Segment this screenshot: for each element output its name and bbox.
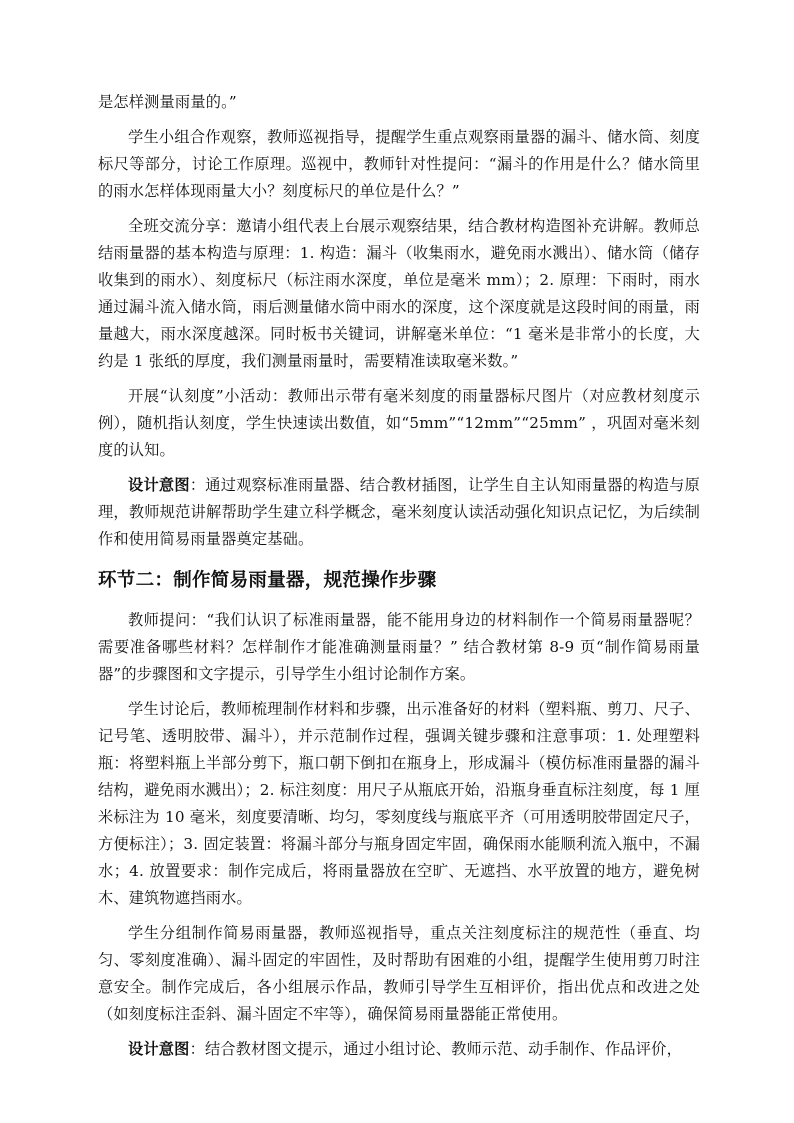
section-heading-step-two: 环节二：制作简易雨量器，规范操作步骤 — [98, 570, 437, 591]
paragraph-scale-activity: 开展“认刻度”小活动：教师出示带有毫米刻度的雨量器标尺图片（对应教材刻度示例），随机指认刻度，学生快速读出数值，如“5mm”“12mm”“25mm” ，巩固对毫米刻度的认知。 — [98, 387, 700, 459]
paragraph-materials-steps: 学生讨论后，教师梳理制作材料和步骤，出示准备好的材料（塑料瓶、剪刀、尺子、记号笔、透明胶带、漏斗），并示范制作过程，强调关键步骤和注意事项：1. 处理塑料瓶：将塑料瓶上半部分剪下，瓶口朝下倒扣在瓶身上，形成漏斗（模仿标准雨量器的漏斗结构，避免雨水溅出）；2. 标注刻度：用尺子从瓶底开始，沿瓶身垂直标注刻度，每 1 厘米标注为 10 毫米，刻度要清晰、均匀，零刻度线与瓶底平齐（可用透明胶带固定尺子，方便标注）；3. 固定装置：将漏斗部分与瓶身固定牢固，确保雨水能顺利流入瓶中，不漏水；4. 放置要求：制作完成后，将雨量器放在空旷、无遮挡、水平放置的地方，避免树木、建筑物遮挡雨水。 — [98, 700, 700, 907]
paragraph-continuation: 是怎样测量雨量的。” — [98, 93, 237, 111]
design-intent-label: 设计意图 — [128, 1040, 190, 1058]
paragraph-design-intent-2 — [98, 1036, 700, 1063]
design-intent-text: ：结合教材图文提示，通过小组讨论、教师示范、动手制作、作品评价， — [189, 1040, 682, 1058]
design-intent-label: 设计意图 — [128, 476, 190, 494]
paragraph-group-making: 学生分组制作简易雨量器，教师巡视指导，重点关注刻度标注的规范性（垂直、均匀、零刻度准确）、漏斗固定的牢固性，及时帮助有困难的小组，提醒学生使用剪刀时注意安全。制作完成后，各小组展示作品，教师引导学生互相评价，指出优点和改进之处（如刻度标注歪斜、漏斗固定不牢等），确保简易雨量器能正常使用。 — [98, 924, 700, 1023]
paragraph-teacher-question: 教师提问：“我们认识了标准雨量器，能不能用身边的材料制作一个简易雨量器呢？需要准备哪些材料？怎样制作才能准确测量雨量？” 结合教材第 8-9 页“制作简易雨量器”的步骤图和文字提示，引导学生小组讨论制作方案。 — [98, 611, 700, 683]
paragraph-group-observation: 学生小组合作观察，教师巡视指导，提醒学生重点观察雨量器的漏斗、储水筒、刻度标尺等部分，讨论工作原理。巡视中，教师针对性提问：“漏斗的作用是什么？储水筒里的雨水怎样体现雨量大小？刻度标尺的单位是什么？” — [98, 128, 700, 200]
paragraph-design-intent-1 — [98, 472, 700, 553]
document-page — [98, 89, 700, 1071]
paragraph-class-sharing: 全班交流分享：邀请小组代表上台展示观察结果，结合教材构造图补充讲解。教师总结雨量器的基本构造与原理：1. 构造：漏斗（收集雨水，避免雨水溅出）、储水筒（储存收集到的雨水）、刻度标尺（标注雨水深度，单位是毫米 mm）；2. 原理：下雨时，雨水通过漏斗流入储水筒，雨后测量储水筒中雨水的深度，这个深度就是这段时间的雨量，雨量越大，雨水深度越深。同时板书关键词，讲解毫米单位：“1 毫米是非常小的长度，大约是 1 张纸的厚度，我们测量雨量时，需要精准读取毫米数。” — [98, 217, 700, 370]
design-intent-text: ：通过观察标准雨量器、结合教材插图，让学生自主认知雨量器的构造与原理，教师规范讲解帮助学生建立科学概念，毫米刻度认读活动强化知识点记忆，为后续制作和使用简易雨量器奠定基础。 — [98, 476, 700, 548]
